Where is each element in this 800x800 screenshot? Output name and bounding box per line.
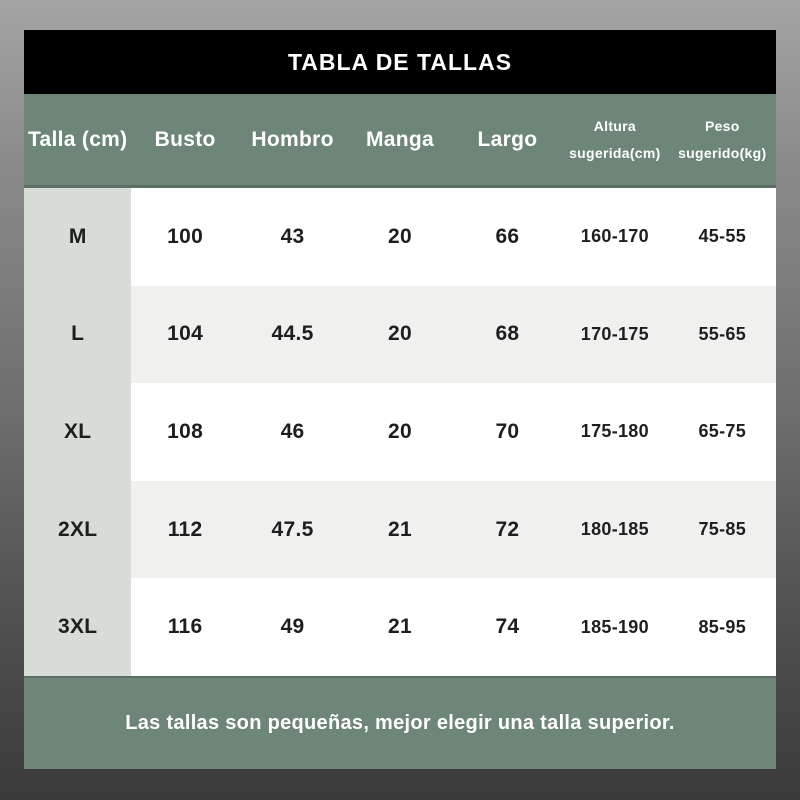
table-header-row: [24, 94, 776, 188]
column-header-largo: Largo: [477, 127, 538, 151]
column-header-manga: Manga: [365, 127, 434, 151]
peso-value: 75-85: [698, 519, 747, 540]
table-row-l: [24, 286, 776, 384]
size-label: L: [24, 286, 131, 384]
column-header-talla: Talla (cm): [27, 127, 128, 151]
title-bar: [24, 30, 776, 94]
hombro-value: 44.5: [271, 322, 314, 346]
size-label: XL: [24, 383, 131, 481]
column-header-altura: [561, 113, 668, 166]
largo-value: 72: [495, 517, 520, 541]
largo-value: 66: [495, 224, 520, 248]
peso-value: 55-65: [698, 323, 747, 344]
altura-value: 160-170: [580, 226, 649, 247]
hombro-value: 43: [280, 224, 305, 248]
column-header-peso-line2: sugerido(kg): [678, 144, 767, 161]
column-header-hombro: Hombro: [251, 127, 334, 151]
column-header-peso-line1: Peso: [704, 117, 740, 134]
table-row-2xl: [24, 481, 776, 579]
peso-value: 85-95: [698, 616, 747, 637]
altura-value: 170-175: [580, 323, 649, 344]
manga-value: 20: [388, 224, 412, 248]
largo-value: 68: [495, 322, 520, 346]
peso-value: 45-55: [698, 226, 747, 247]
manga-value: 21: [388, 517, 412, 541]
hombro-value: 46: [280, 419, 305, 443]
altura-value: 175-180: [580, 421, 649, 442]
busto-value: 100: [167, 224, 204, 248]
table-row-xl: [24, 383, 776, 481]
column-header-altura-line1: Altura: [593, 117, 636, 134]
hombro-value: 47.5: [271, 517, 314, 541]
size-label: M: [24, 188, 131, 286]
page-title: TABLA DE TALLAS: [287, 48, 513, 75]
largo-value: 70: [495, 419, 520, 443]
table-row-3xl: [24, 578, 776, 676]
footer-note: Las tallas son pequeñas, mejor elegir una talla superior.: [125, 712, 675, 734]
busto-value: 104: [167, 322, 204, 346]
size-label: 3XL: [24, 578, 131, 676]
manga-value: 20: [388, 322, 412, 346]
manga-value: 20: [388, 419, 412, 443]
altura-value: 185-190: [580, 616, 649, 637]
manga-value: 21: [388, 615, 412, 639]
peso-value: 65-75: [698, 421, 747, 442]
footer-note-bar: [24, 676, 776, 769]
busto-value: 116: [167, 615, 203, 639]
column-header-peso: [669, 113, 776, 166]
busto-value: 112: [167, 517, 203, 541]
busto-value: 108: [167, 419, 204, 443]
column-header-altura-line2: sugerida(cm): [569, 144, 661, 161]
column-header-busto: Busto: [154, 127, 216, 151]
table-body: [24, 188, 776, 676]
table-row-m: [24, 188, 776, 286]
size-chart-card: [24, 30, 776, 769]
size-label: 2XL: [24, 481, 131, 579]
largo-value: 74: [495, 615, 520, 639]
hombro-value: 49: [280, 615, 305, 639]
altura-value: 180-185: [580, 519, 649, 540]
